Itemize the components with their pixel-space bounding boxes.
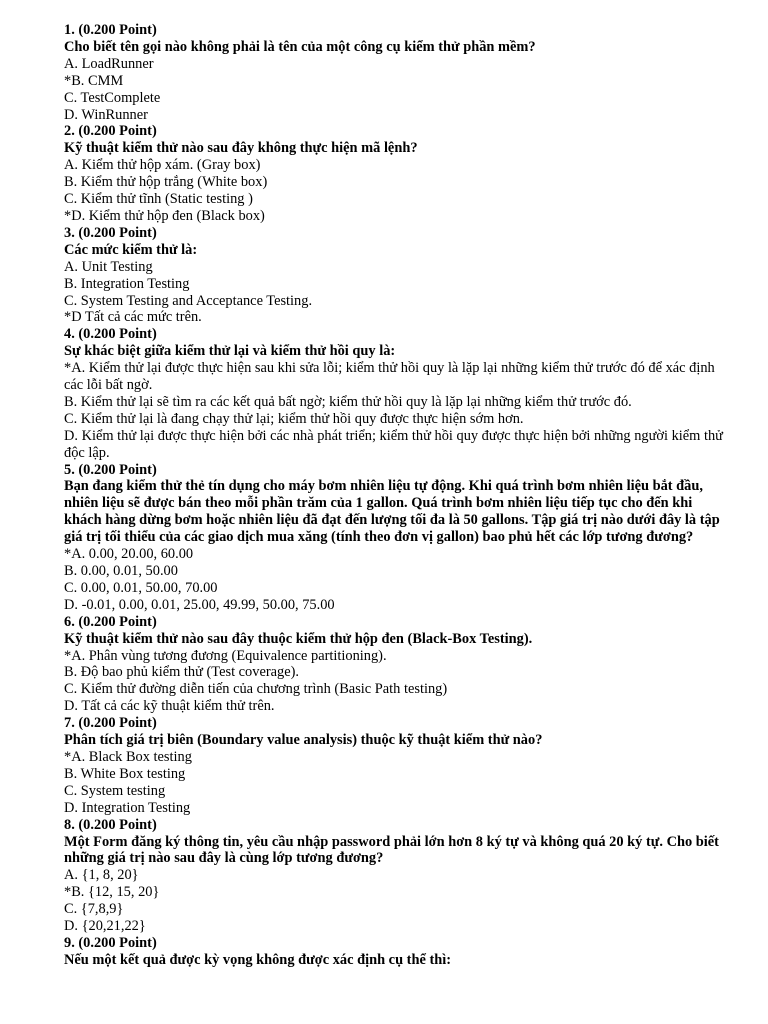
answer-option: C. Kiểm thử lại là đang chạy thử lại; kiểm thử hồi quy được thực hiện sớm hơn. (64, 410, 524, 427)
question-text: Bạn đang kiểm thử thẻ tín dụng cho máy bơm nhiên liệu tự động. Khi quá trình bơm nhiên liệu bắt đầu, nhiên liệu sẽ được bán theo mỗi phần trăm của 1 gallon. Quá trình bơm nhiên liệu tiếp tục cho đến khi khách hàng dừng bơm hoặc nhiên liệu đã đạt đến lượng tối đa là 50 gallons. Tập giá trị nào dưới đây là tập giá trị tối thiểu của các giao dịch mua xăng (tính theo đơn vị gallon) bao phủ hết các lớp tương đương? (64, 478, 720, 546)
question-1 (64, 22, 724, 123)
answer-option: *A. 0.00, 20.00, 60.00 (64, 546, 194, 563)
question-header: 4. (0.200 Point) (64, 326, 157, 343)
question-5 (64, 462, 724, 614)
answer-option: A. Unit Testing (64, 258, 153, 275)
question-text: Phân tích giá trị biên (Boundary value analysis) thuộc kỹ thuật kiểm thử nào? (64, 732, 543, 749)
question-text: Nếu một kết quả được kỳ vọng không được xác định cụ thể thì: (64, 951, 452, 968)
answer-option: A. LoadRunner (64, 55, 154, 72)
answer-option: D. Tất cả các kỹ thuật kiểm thử trên. (64, 698, 275, 715)
question-header: 1. (0.200 Point) (64, 22, 157, 38)
question-3 (64, 225, 724, 326)
answer-option: B. Integration Testing (64, 275, 190, 292)
question-text: Một Form đăng ký thông tin, yêu cầu nhập password phải lớn hơn 8 ký tự và không quá 20 ký tự. Cho biết những giá trị nào sau đây là cùng lớp tương đương? (64, 833, 719, 867)
question-text: Sự khác biệt giữa kiểm thử lại và kiểm thử hồi quy là: (64, 343, 396, 360)
question-8 (64, 817, 724, 935)
question-header: 3. (0.200 Point) (64, 224, 157, 241)
question-7 (64, 715, 724, 816)
answer-option: B. 0.00, 0.01, 50.00 (64, 563, 178, 579)
answer-option: C. System Testing and Acceptance Testing. (64, 292, 313, 309)
answer-option: *D. Kiểm thử hộp đen (Black box) (64, 207, 265, 224)
question-header: 5. (0.200 Point) (64, 461, 157, 478)
question-6 (64, 614, 724, 715)
question-header: 2. (0.200 Point) (64, 123, 157, 140)
answer-option: A. Kiểm thử hộp xám. (Gray box) (64, 157, 261, 174)
question-text: Kỹ thuật kiểm thử nào sau đây không thực hiện mã lệnh? (64, 140, 418, 157)
answer-option: C. TestComplete (64, 89, 161, 106)
answer-option: *A. Black Box testing (64, 748, 192, 765)
answer-option: C. 0.00, 0.01, 50.00, 70.00 (64, 579, 218, 596)
answer-option: *A. Phân vùng tương đương (Equivalence partitioning). (64, 647, 387, 664)
question-4 (64, 326, 724, 461)
answer-option: C. Kiểm thử tĩnh (Static testing ) (64, 191, 253, 208)
answer-option: *D Tất cả các mức trên. (64, 309, 202, 326)
question-header: 9. (0.200 Point) (64, 934, 157, 951)
answer-option: B. Kiểm thử hộp trắng (White box) (64, 174, 268, 191)
question-text: Cho biết tên gọi nào không phải là tên của một công cụ kiểm thử phần mềm? (64, 38, 536, 55)
answer-option: C. {7,8,9} (64, 901, 124, 918)
question-header: 7. (0.200 Point) (64, 715, 157, 732)
question-2 (64, 123, 724, 224)
answer-option: D. WinRunner (64, 106, 148, 123)
question-9 (64, 935, 724, 969)
answer-option: B. Kiểm thử lại sẽ tìm ra các kết quả bất ngờ; kiểm thử hồi quy là lặp lại những kiểm thử trước đó. (64, 393, 632, 410)
answer-option: B. Độ bao phủ kiểm thử (Test coverage). (64, 664, 299, 681)
answer-option: D. {20,21,22} (64, 918, 146, 935)
question-text: Kỹ thuật kiểm thử nào sau đây thuộc kiểm thử hộp đen (Black-Box Testing). (64, 630, 533, 647)
answer-option: C. System testing (64, 782, 166, 799)
document-body (64, 22, 724, 969)
answer-option: A. {1, 8, 20} (64, 867, 139, 884)
question-header: 8. (0.200 Point) (64, 816, 157, 833)
answer-option: B. White Box testing (64, 765, 186, 782)
answer-option: D. Kiểm thử lại được thực hiện bởi các nhà phát triển; kiểm thử hồi quy được thực hiện bởi những người kiểm thử độc lập. (64, 427, 723, 461)
answer-option: *B. {12, 15, 20} (64, 884, 160, 901)
question-header: 6. (0.200 Point) (64, 613, 157, 630)
answer-option: D. -0.01, 0.00, 0.01, 25.00, 49.99, 50.00, 75.00 (64, 596, 335, 613)
answer-option: *B. CMM (64, 72, 124, 89)
answer-option: *A. Kiểm thử lại được thực hiện sau khi sửa lỗi; kiểm thử hồi quy là lặp lại những kiểm thử trước đó để xác định các lỗi bất ngờ. (64, 360, 715, 394)
question-text: Các mức kiểm thử là: (64, 241, 198, 258)
answer-option: D. Integration Testing (64, 799, 191, 816)
answer-option: C. Kiểm thử đường diễn tiến của chương trình (Basic Path testing) (64, 681, 448, 698)
